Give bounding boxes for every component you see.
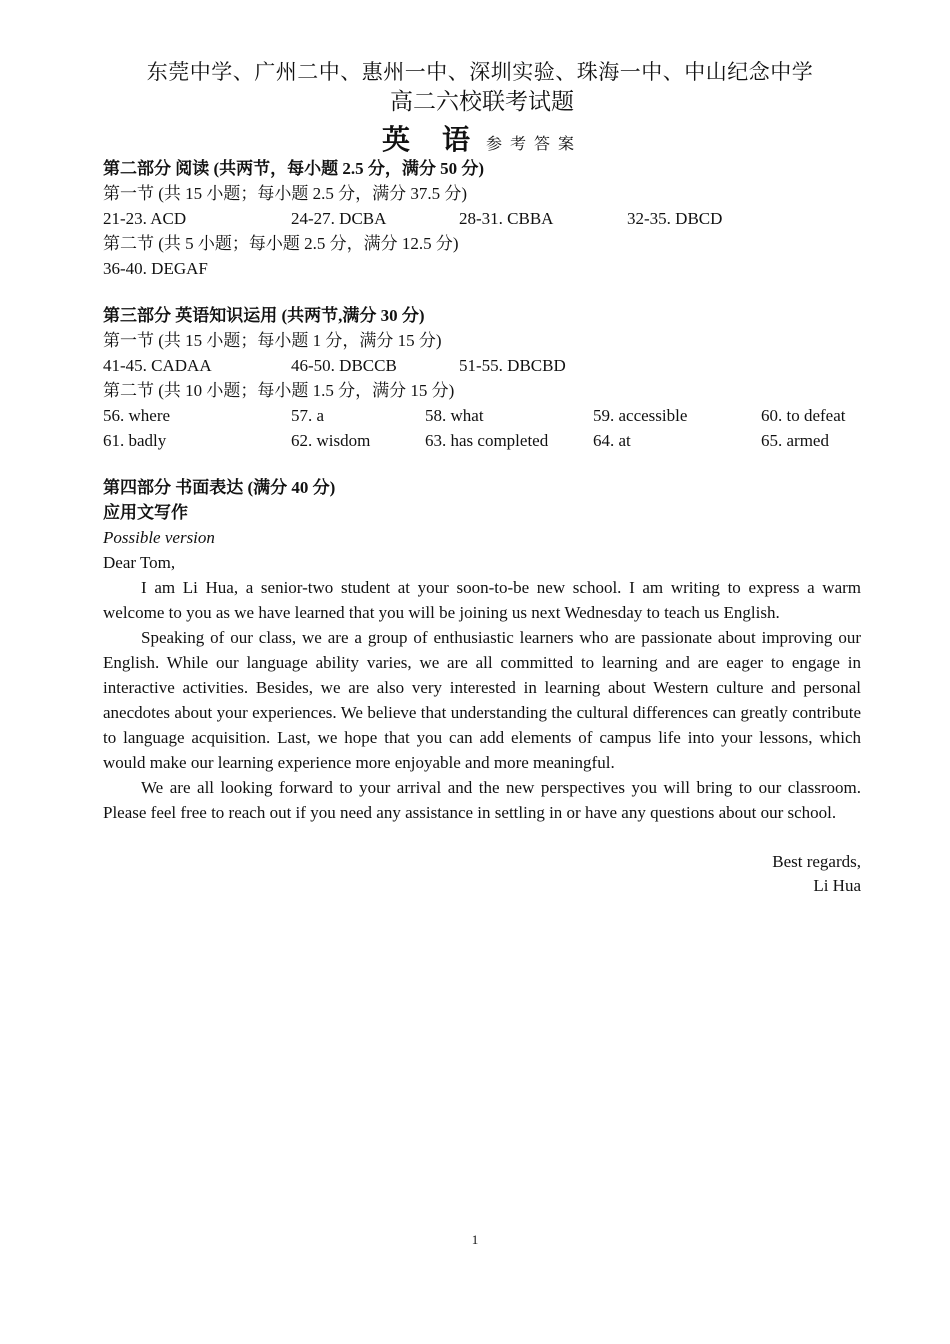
page-number: 1: [471, 1232, 479, 1247]
letter-paragraph: I am Li Hua, a senior-two student at your soon-to-be new school. I am writing to express a warm welcome to you as we have learned that you will be joining us next Wednesday to teach us English.: [103, 578, 861, 622]
part2-sec2-heading: 第二节 (共 5 小题；每小题 2.5 分，满分 12.5 分): [103, 234, 459, 253]
answer-item: 63. has completed: [425, 431, 549, 450]
subject-subtitle: 参考答案: [486, 136, 583, 153]
part3-sec1-heading: 第一节 (共 15 小题；每小题 1 分，满分 15 分): [103, 331, 442, 350]
part3-sec2-row2: [103, 428, 861, 453]
subject-name: 英 语: [381, 125, 472, 156]
part4-subheading: 应用文写作: [103, 503, 188, 522]
letter-closing: Best regards,: [772, 852, 861, 871]
answer-item: 59. accessible: [593, 406, 688, 425]
answer-item: 28-31. CBBA: [459, 209, 554, 228]
part2-sec2-answers: 36-40. DEGAF: [103, 259, 208, 278]
answer-item: 57. a: [291, 406, 325, 425]
letter-paragraph: We are all looking forward to your arrival and the new perspectives you will bring to our classroom. Please feel free to reach out if you need any assistance in settling in or have any questions about our school.: [103, 778, 861, 822]
answer-item: 56. where: [103, 406, 171, 425]
answer-item: 46-50. DBCCB: [291, 356, 397, 375]
part4-heading: 第四部分 书面表达 (满分 40 分): [103, 478, 336, 497]
answer-item: 41-45. CADAA: [103, 356, 212, 375]
possible-version-label: Possible version: [103, 528, 215, 547]
answer-item: 32-35. DBCD: [627, 209, 723, 228]
answer-item: 65. armed: [761, 431, 829, 450]
schools-title: 东莞中学、广州二中、惠州一中、深圳实验、珠海一中、中山纪念中学: [146, 60, 814, 84]
answer-item: 21-23. ACD: [103, 209, 187, 228]
letter-paragraph: Speaking of our class, we are a group of enthusiastic learners who are passionate about improving our English. While our language ability varies, we are all committed to learning and are eager to engage in interactive activities. Besides, we are also very interested in learning about Western culture and personal anecdotes about your experiences. We believe that understanding the cultural differences can greatly contribute to language acquisition. Last, we hope that you can add elements of campus life into your lessons, which would make our learning experience more enjoyable and more meaningful.: [103, 628, 861, 772]
answer-item: 64. at: [593, 431, 631, 450]
part3-sec1-answers: [103, 353, 861, 378]
part2-sec1-heading: 第一节 (共 15 小题；每小题 2.5 分，满分 37.5 分): [103, 184, 468, 203]
letter-signature: Li Hua: [813, 876, 861, 895]
answer-item: 51-55. DBCBD: [459, 356, 566, 375]
answer-item: 61. badly: [103, 431, 167, 450]
part3-heading: 第三部分 英语知识运用 (共两节,满分 30 分): [103, 306, 425, 325]
part2-heading: 第二部分 阅读 (共两节，每小题 2.5 分，满分 50 分): [103, 159, 485, 178]
exam-title: 高二六校联考试题: [390, 89, 574, 114]
answer-item: 58. what: [425, 406, 484, 425]
answer-item: 60. to defeat: [761, 406, 846, 425]
answer-item: 24-27. DCBA: [291, 209, 387, 228]
answer-item: 62. wisdom: [291, 431, 371, 450]
part3-sec2-row1: [103, 403, 861, 428]
part3-sec2-heading: 第二节 (共 10 小题；每小题 1.5 分，满分 15 分): [103, 381, 455, 400]
part2-sec1-answers: [103, 206, 861, 231]
answer-sheet: [103, 58, 861, 898]
letter-greeting: Dear Tom,: [103, 553, 176, 572]
subject-title: [103, 118, 861, 156]
